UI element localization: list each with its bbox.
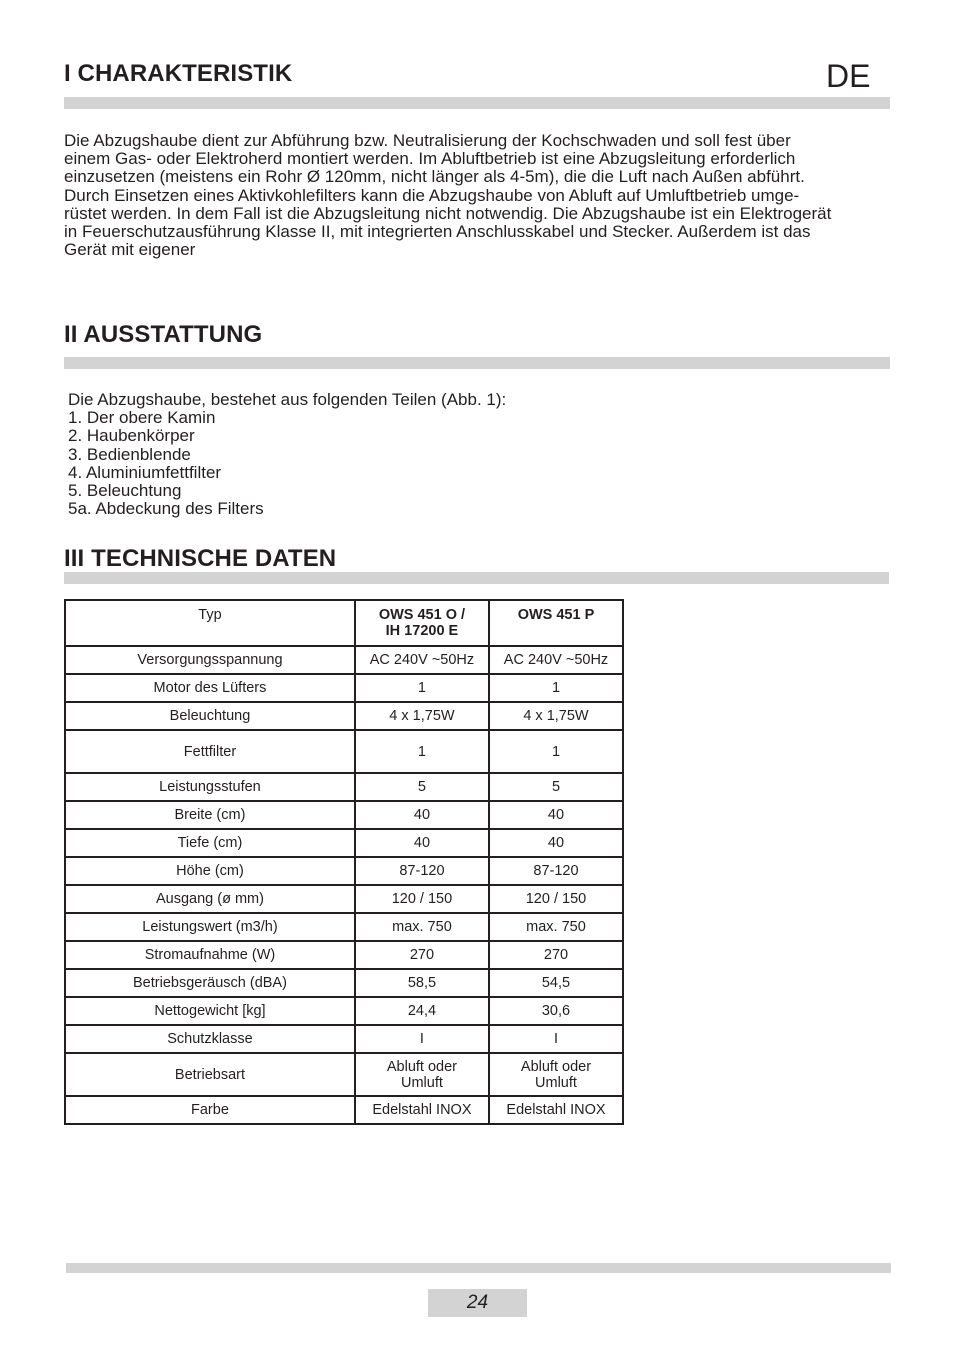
paragraph-line: einzusetzen (meistens ein Rohr Ø 120mm, nicht länger als 4-5m), die die Luft nach Außen abführt. [64,167,805,187]
language-code: DE [826,58,871,94]
table-row [65,646,623,674]
row-value-1: AC 240V ~50Hz [355,646,489,674]
row-value-1: 270 [355,941,489,969]
row-label: Leistungsstufen [65,773,355,801]
list-item: 4. Aluminiumfettfilter [68,462,222,482]
row-value-2: 87-120 [489,857,623,885]
table-row [65,801,623,829]
row-value-1: 58,5 [355,969,489,997]
section-divider [64,572,889,584]
header-cell-model-1 [355,600,489,646]
row-value-1: 40 [355,801,489,829]
row-value-2: Edelstahl INOX [489,1096,623,1124]
row-value-2: 1 [489,730,623,773]
model-name-line: OWS 451 O / [378,607,466,623]
table-row [65,885,623,913]
row-value-2: I [489,1025,623,1053]
row-label: Höhe (cm) [65,857,355,885]
row-value-2: AC 240V ~50Hz [489,646,623,674]
cell-line: Abluft oder [520,1058,592,1075]
paragraph-line: rüstet werden. In dem Fall ist die Abzugsleitung nicht notwendig. Die Abzugshaube ist ein Elektrogerät [64,203,832,223]
table-row [65,702,623,730]
row-label: Betriebsart [65,1053,355,1096]
table-row [65,857,623,885]
row-value-2: 40 [489,829,623,857]
description-paragraph [64,132,894,259]
row-value-2: 40 [489,801,623,829]
row-value-2: 4 x 1,75W [489,702,623,730]
row-value-1 [355,1053,489,1096]
section-divider [64,97,890,109]
row-value-2: 270 [489,941,623,969]
row-label: Fettfilter [65,730,355,773]
spec-table [64,599,624,1125]
row-label: Breite (cm) [65,801,355,829]
row-label: Schutzklasse [65,1025,355,1053]
table-row [65,829,623,857]
cell-line: Abluft oder [386,1058,458,1075]
table-row [65,997,623,1025]
header-cell-model-2: OWS 451 P [489,600,623,646]
section-title-ausstattung: II AUSSTATTUNG [64,321,263,348]
section-title-charakteristik: I CHARAKTERISTIK [64,60,293,87]
row-value-2: 54,5 [489,969,623,997]
row-label: Ausgang (ø mm) [65,885,355,913]
row-label: Beleuchtung [65,702,355,730]
row-value-1: 5 [355,773,489,801]
row-label: Betriebsgeräusch (dBA) [65,969,355,997]
row-label: Farbe [65,1096,355,1124]
row-value-2 [489,1053,623,1096]
row-label: Stromaufnahme (W) [65,941,355,969]
row-value-1: 1 [355,674,489,702]
table-row [65,1096,623,1124]
paragraph-line: in Feuerschutzausführung Klasse II, mit integrierten Anschlusskabel und Stecker. Außerdem ist das [64,222,811,242]
cell-line: Umluft [400,1074,443,1091]
table-row [65,674,623,702]
parts-list [68,391,506,518]
row-value-1: 120 / 150 [355,885,489,913]
table-header-row [65,600,623,646]
row-value-1: 4 x 1,75W [355,702,489,730]
footer-divider [66,1263,891,1273]
row-label: Leistungswert (m3/h) [65,913,355,941]
row-value-2: 5 [489,773,623,801]
list-item: 1. Der obere Kamin [68,408,216,428]
section-divider [64,357,890,369]
row-label: Nettogewicht [kg] [65,997,355,1025]
paragraph-line: Durch Einsetzen eines Aktivkohlefilters kann die Abzugshaube von Abluft auf Umluftbetrieb umge- [64,185,800,205]
list-item: 2. Haubenkörper [68,426,195,446]
table-row [65,941,623,969]
row-value-1: 87-120 [355,857,489,885]
row-value-1: 24,4 [355,997,489,1025]
row-value-2: 1 [489,674,623,702]
list-item: 3. Bedienblende [68,444,191,464]
model-name-line: IH 17200 E [385,623,459,639]
row-value-2: 30,6 [489,997,623,1025]
cell-line: Umluft [535,1074,577,1091]
paragraph-line: Gerät mit eigener [64,240,196,260]
row-label: Versorgungsspannung [65,646,355,674]
paragraph-line: Die Abzugshaube dient zur Abführung bzw. Neutralisierung der Kochschwaden und soll fest über [64,131,791,150]
row-value-1: max. 750 [355,913,489,941]
row-label: Tiefe (cm) [65,829,355,857]
table-row [65,773,623,801]
row-value-1: 40 [355,829,489,857]
row-value-1: I [355,1025,489,1053]
table-row [65,1025,623,1053]
table-row [65,969,623,997]
section-title-technische-daten: III TECHNISCHE DATEN [64,545,337,572]
list-item: 5a. Abdeckung des Filters [68,499,264,519]
row-value-1: Edelstahl INOX [355,1096,489,1124]
header-cell-typ: Typ [65,600,355,646]
row-value-2: max. 750 [489,913,623,941]
page-number: 24 [428,1289,527,1317]
table-row [65,1053,623,1096]
table-row [65,913,623,941]
row-value-2: 120 / 150 [489,885,623,913]
row-label: Motor des Lüfters [65,674,355,702]
paragraph-line: einem Gas- oder Elektroherd montiert werden. Im Abluftbetrieb ist eine Abzugsleitung erforderlich [64,149,796,169]
row-value-1: 1 [355,730,489,773]
list-item: 5. Beleuchtung [68,481,182,501]
table-row [65,730,623,773]
parts-intro: Die Abzugshaube, bestehet aus folgenden Teilen (Abb. 1): [68,390,507,409]
